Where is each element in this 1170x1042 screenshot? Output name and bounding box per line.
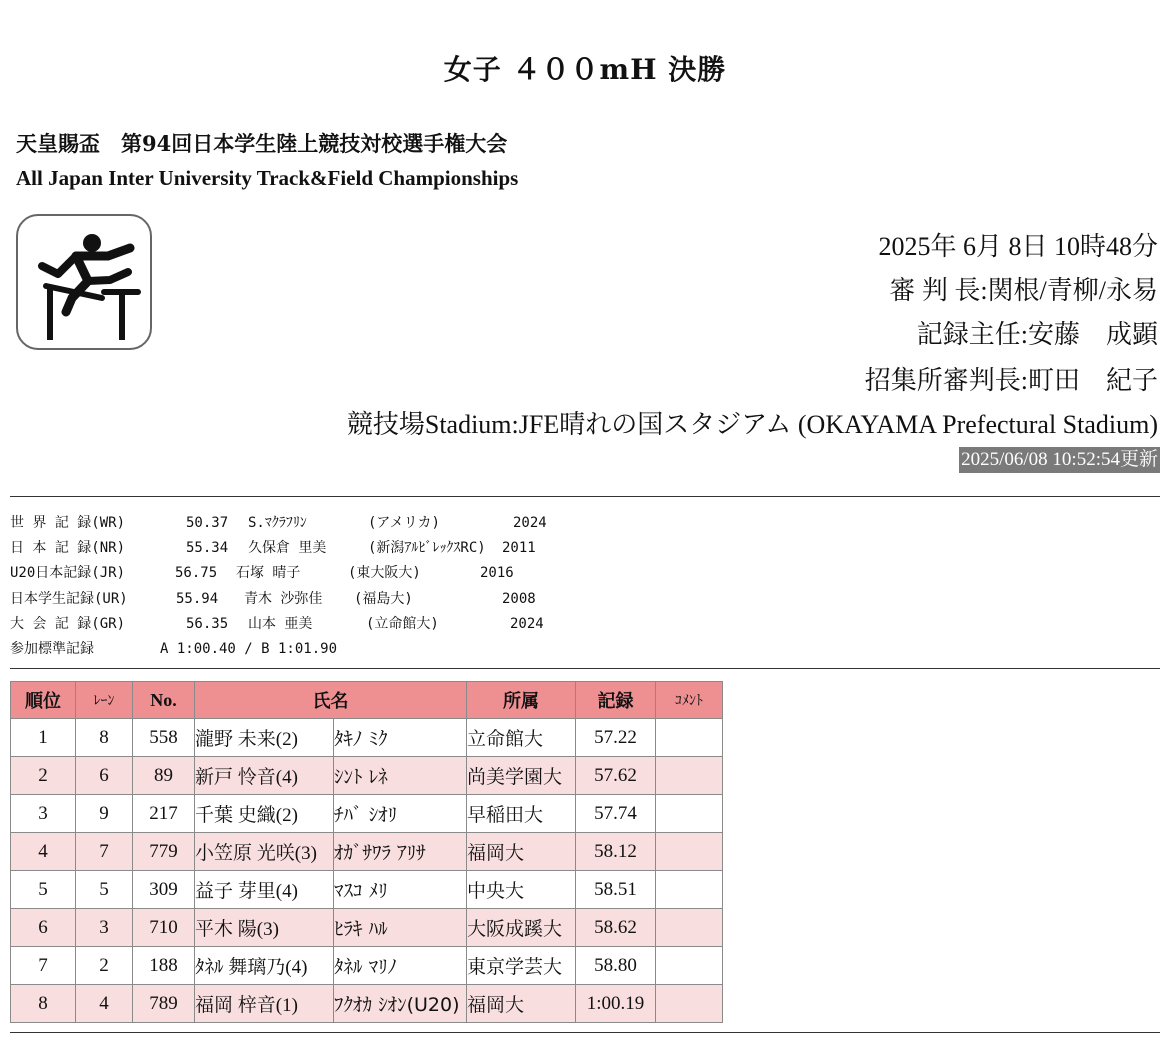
lane-cell: 3 xyxy=(76,909,133,947)
comment-cell xyxy=(656,985,723,1023)
mark-cell: 58.51 xyxy=(576,871,656,909)
record-year: 2024 xyxy=(510,615,544,632)
name-cell: 益子 芽里(4) xyxy=(195,871,334,909)
comment-cell xyxy=(656,757,723,795)
comment-cell xyxy=(656,833,723,871)
mark-cell: 57.62 xyxy=(576,757,656,795)
record-year: 2024 xyxy=(513,515,547,531)
comment-cell xyxy=(656,795,723,833)
kana-cell: ｼﾝﾄ ﾚﾈ xyxy=(334,757,467,795)
table-row xyxy=(11,985,723,1023)
record-time: 55.34 xyxy=(186,540,229,557)
lane-cell: 2 xyxy=(76,947,133,985)
record-team: (新潟ｱﾙﾋﾞﾚｯｸｽRC) xyxy=(368,540,486,557)
lane-cell: 7 xyxy=(76,833,133,871)
team-cell: 東京学芸大 xyxy=(467,947,576,985)
divider xyxy=(10,668,1160,669)
col-no: No. xyxy=(133,682,195,719)
record-holder: 山本 亜美 xyxy=(248,615,313,632)
divider xyxy=(10,1032,1160,1033)
record-label: 日 本 記 録(NR) xyxy=(10,540,126,557)
kana-cell: ﾁﾊﾞ ｼｵﾘ xyxy=(334,795,467,833)
stadium: 競技場Stadium:JFE晴れの国スタジアム (OKAYAMA Prefectural Stadium) xyxy=(346,410,1158,439)
record-team: (立命館大) xyxy=(366,615,439,632)
record-team: (東大阪大) xyxy=(348,565,421,582)
results-table xyxy=(10,681,723,1023)
bib-cell: 309 xyxy=(133,871,195,909)
name-cell: 小笠原 光咲(3) xyxy=(195,833,334,871)
table-header-row xyxy=(11,682,723,719)
col-mark: 記録 xyxy=(576,682,656,719)
rank-cell: 6 xyxy=(11,909,76,947)
team-cell: 福岡大 xyxy=(467,985,576,1023)
comment-cell xyxy=(656,719,723,757)
record-team: (福島大) xyxy=(354,590,413,607)
record-time: 56.75 xyxy=(175,565,218,582)
mark-cell: 57.74 xyxy=(576,795,656,833)
record-team: (アメリカ) xyxy=(368,515,440,531)
lane-cell: 4 xyxy=(76,985,133,1023)
kana-cell: ﾀﾈﾙ ﾏﾘﾉ xyxy=(334,947,467,985)
rank-cell: 5 xyxy=(11,871,76,909)
rank-cell: 2 xyxy=(11,757,76,795)
rank-cell: 8 xyxy=(11,985,76,1023)
table-row xyxy=(11,909,723,947)
standard-label: 参加標準記録 xyxy=(10,640,94,657)
meet-name-en: All Japan Inter University Track&Field Championships xyxy=(16,166,519,190)
call-room-referee: 招集所審判長:町田 紀子 xyxy=(864,366,1158,395)
hurdles-icon xyxy=(16,214,152,350)
bib-cell: 217 xyxy=(133,795,195,833)
comment-cell xyxy=(656,947,723,985)
chief-recorder: 記録主任:安藤 成顕 xyxy=(916,320,1158,349)
team-cell: 中央大 xyxy=(467,871,576,909)
rank-cell: 1 xyxy=(11,719,76,757)
head-referee: 審 判 長:関根/青柳/永易 xyxy=(889,276,1158,305)
record-label: 世 界 記 録(WR) xyxy=(10,515,126,531)
comment-cell xyxy=(656,909,723,947)
mark-cell: 58.12 xyxy=(576,833,656,871)
bib-cell: 779 xyxy=(133,833,195,871)
rank-cell: 3 xyxy=(11,795,76,833)
updated-timestamp: 2025/06/08 10:52:54更新 xyxy=(959,447,1160,473)
page-title: 女子 ４００mH 決勝 xyxy=(443,53,727,86)
record-time: 56.35 xyxy=(186,615,229,632)
divider xyxy=(10,496,1160,497)
table-row xyxy=(11,795,723,833)
col-team: 所属 xyxy=(467,682,576,719)
lane-cell: 8 xyxy=(76,719,133,757)
kana-cell: ｵｶﾞｻﾜﾗ ｱﾘｻ xyxy=(334,833,467,871)
name-cell: 福岡 梓音(1) xyxy=(195,985,334,1023)
name-cell: ﾀﾈﾙ 舞璃乃(4) xyxy=(195,947,334,985)
name-cell: 新戸 怜音(4) xyxy=(195,757,334,795)
mark-cell: 1:00.19 xyxy=(576,985,656,1023)
mark-cell: 58.80 xyxy=(576,947,656,985)
record-holder: S.ﾏｸﾗﾌﾘﾝ xyxy=(248,515,307,531)
mark-cell: 58.62 xyxy=(576,909,656,947)
record-holder: 石塚 晴子 xyxy=(236,565,301,582)
name-cell: 平木 陽(3) xyxy=(195,909,334,947)
bib-cell: 188 xyxy=(133,947,195,985)
team-cell: 立命館大 xyxy=(467,719,576,757)
table-row xyxy=(11,757,723,795)
table-row xyxy=(11,947,723,985)
bib-cell: 89 xyxy=(133,757,195,795)
col-name: 氏名 xyxy=(195,682,467,719)
kana-cell: ﾀｷﾉ ﾐｸ xyxy=(334,719,467,757)
record-holder: 青木 沙弥佳 xyxy=(244,590,323,607)
table-row xyxy=(11,833,723,871)
record-time: 55.94 xyxy=(176,590,219,607)
lane-cell: 5 xyxy=(76,871,133,909)
bib-cell: 789 xyxy=(133,985,195,1023)
standard-value: A 1:00.40 / B 1:01.90 xyxy=(160,640,338,657)
kana-cell: ﾏｽｺ ﾒﾘ xyxy=(334,871,467,909)
rank-cell: 4 xyxy=(11,833,76,871)
record-label: 大 会 記 録(GR) xyxy=(10,615,126,632)
record-year: 2016 xyxy=(480,565,514,582)
col-comment: ｺﾒﾝﾄ xyxy=(656,682,723,719)
bib-cell: 558 xyxy=(133,719,195,757)
kana-cell: ﾋﾗｷ ﾊﾙ xyxy=(334,909,467,947)
kana-cell: ﾌｸｵｶ ｼｵﾝ(U20) xyxy=(334,985,467,1023)
comment-cell xyxy=(656,871,723,909)
record-time: 50.37 xyxy=(186,515,229,531)
record-holder: 久保倉 里美 xyxy=(248,540,327,557)
record-year: 2011 xyxy=(502,540,536,557)
team-cell: 尚美学園大 xyxy=(467,757,576,795)
record-label: U20日本記録(JR) xyxy=(10,565,126,582)
record-year: 2008 xyxy=(502,590,536,607)
lane-cell: 6 xyxy=(76,757,133,795)
name-cell: 瀧野 未来(2) xyxy=(195,719,334,757)
col-rank: 順位 xyxy=(11,682,76,719)
team-cell: 大阪成蹊大 xyxy=(467,909,576,947)
col-lane: ﾚｰﾝ xyxy=(76,682,133,719)
mark-cell: 57.22 xyxy=(576,719,656,757)
datetime: 2025年 6月 8日 10時48分 xyxy=(878,232,1158,261)
lane-cell: 9 xyxy=(76,795,133,833)
rank-cell: 7 xyxy=(11,947,76,985)
meet-name-jp: 天皇賜盃 第94回日本学生陸上競技対校選手権大会 xyxy=(16,131,508,156)
name-cell: 千葉 史織(2) xyxy=(195,795,334,833)
team-cell: 早稲田大 xyxy=(467,795,576,833)
team-cell: 福岡大 xyxy=(467,833,576,871)
bib-cell: 710 xyxy=(133,909,195,947)
table-row xyxy=(11,719,723,757)
record-label: 日本学生記録(UR) xyxy=(10,590,128,607)
table-row xyxy=(11,871,723,909)
